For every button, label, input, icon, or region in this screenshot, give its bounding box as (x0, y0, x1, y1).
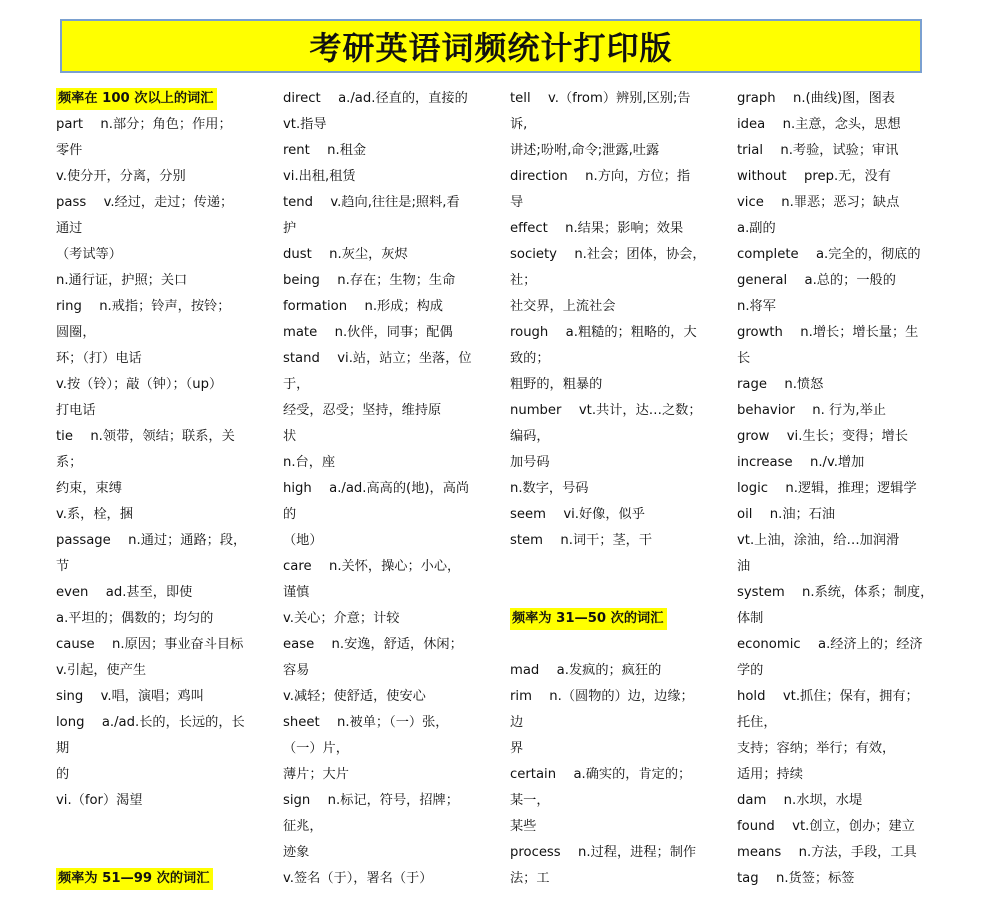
vocab-line: 的 (56, 767, 70, 782)
vocab-line: stand vi.站，站立；坐落，位 (283, 351, 472, 366)
vocab-line: passage n.通过；通路；段， (56, 533, 247, 548)
vocab-line: 薄片；大片 (283, 767, 349, 782)
vocab-line: 油 (737, 559, 751, 574)
vocab-line: 通过 (56, 221, 83, 236)
blank-line (56, 814, 256, 840)
vocab-line: direct a./ad.径直的，直接的 (283, 91, 468, 106)
vocab-line: vi.出租,租赁 (283, 169, 356, 184)
vocab-line: effect n.结果；影响；效果 (510, 221, 684, 236)
vocab-line: number vt.共计，达…之数； (510, 403, 702, 418)
vocab-line: grow vi.生长；变得；增长 (737, 429, 908, 444)
vocab-line: direction n.方向，方位；指 (510, 169, 691, 184)
vocab-line: rough a.粗糙的；粗略的，大 (510, 325, 697, 340)
vocab-line: 法；工 (510, 871, 550, 886)
vocab-column-1 (56, 86, 256, 892)
vocab-line: seem vi.好像，似乎 (510, 507, 645, 522)
vocab-line: v.系，栓，捆 (56, 507, 133, 522)
vocab-line: dust n.灰尘，灰烬 (283, 247, 408, 262)
vocab-line: n.将军 (737, 299, 776, 314)
vocab-line: 支持；容纳；举行；有效， (737, 741, 896, 756)
vocab-line: process n.过程，进程；制作 (510, 845, 697, 860)
title-banner (60, 19, 922, 73)
vocab-line: economic a.经济上的；经济 (737, 637, 923, 652)
blank-line (510, 632, 710, 658)
vocab-line: 社； (510, 273, 537, 288)
vocab-line: a.平坦的；偶数的；均匀的 (56, 611, 214, 626)
blank-line (510, 554, 710, 580)
frequency-heading (56, 866, 256, 892)
vocab-line: sing v.唱，演唱；鸡叫 (56, 689, 204, 704)
vocab-line: part n.部分；角色；作用； (56, 117, 232, 132)
frequency-heading-label: 频率为 51—99 次的词汇 (56, 868, 213, 890)
vocab-line: trial n.考验，试验；审讯 (737, 143, 899, 158)
vocab-line: 体制 (737, 611, 764, 626)
blank-line (510, 580, 710, 606)
vocab-line: pass v.经过，走过；传递； (56, 195, 234, 210)
vocab-line: tie n.领带，领结；联系，关 (56, 429, 235, 444)
vocab-line: dam n.水坝，水堤 (737, 793, 863, 808)
vocab-line: cause n.原因；事业奋斗目标 (56, 637, 244, 652)
vocab-line: 于， (283, 377, 310, 392)
vocab-line: ease n.安逸，舒适，休闲； (283, 637, 463, 652)
vocab-line: 环；（打）电话 (56, 351, 142, 366)
page-title: 考研英语词频统计打印版 (309, 29, 673, 67)
vocab-line: （地） (283, 533, 323, 548)
vocab-line: behavior n. 行为,举止 (737, 403, 886, 418)
frequency-heading (510, 606, 710, 632)
vocab-line: 某些 (510, 819, 537, 834)
vocab-line: 界 (510, 741, 524, 756)
frequency-heading (56, 86, 256, 112)
vocab-line: tend v.趋向,往往是;照料,看 (283, 195, 460, 210)
vocab-line: 致的； (510, 351, 550, 366)
vocab-line: 圆圈， (56, 325, 96, 340)
vocab-line: 期 (56, 741, 70, 756)
vocab-line: graph n.(曲线)图，图表 (737, 91, 895, 106)
vocab-line: 节 (56, 559, 70, 574)
vocab-line: 加号码 (510, 455, 550, 470)
vocab-line: n.台，座 (283, 455, 336, 470)
vocab-line: society n.社会；团体，协会， (510, 247, 706, 262)
vocab-line: vt.上油，涂油，给…加润滑 (737, 533, 900, 548)
vocab-line: v.减轻；使舒适，使安心 (283, 689, 426, 704)
vocab-line: 编码， (510, 429, 550, 444)
vocab-line: v.按（铃）；敲（钟）；（up） (56, 377, 223, 392)
frequency-heading-label: 频率在 100 次以上的词汇 (56, 88, 217, 110)
vocab-line: 约束，束缚 (56, 481, 122, 496)
vocab-line: 经受，忍受；坚持，维持原 (283, 403, 442, 418)
vocab-line: tell v.（from）辨别,区别;告 (510, 91, 691, 106)
vocab-line: tag n.货签；标签 (737, 871, 855, 886)
vocab-line: 适用；持续 (737, 767, 803, 782)
vocab-line: certain a.确实的，肯定的； (510, 767, 692, 782)
vocab-column-4 (737, 86, 937, 892)
vocab-line: vice n.罪恶；恶习；缺点 (737, 195, 900, 210)
vocab-line: （考试等） (56, 247, 122, 262)
vocab-line: v.引起，使产生 (56, 663, 147, 678)
vocab-line: formation n.形成；构成 (283, 299, 443, 314)
vocab-line: 边 (510, 715, 524, 730)
vocab-line: idea n.主意，念头，思想 (737, 117, 901, 132)
vocab-column-2 (283, 86, 483, 892)
vocab-line: sheet n.被单；（一）张， (283, 715, 449, 730)
vocab-line: general a.总的；一般的 (737, 273, 896, 288)
vocab-line: 谨慎 (283, 585, 310, 600)
vocab-line: vt.指导 (283, 117, 327, 132)
vocab-line: being n.存在；生物；生命 (283, 273, 456, 288)
vocab-line: oil n.油；石油 (737, 507, 836, 522)
vocab-line: v.签名（于），署名（于） (283, 871, 433, 886)
vocab-line: 的 (283, 507, 297, 522)
vocab-line: 学的 (737, 663, 764, 678)
vocab-line: found vt.创立，创办；建立 (737, 819, 915, 834)
vocab-line: 托住， (737, 715, 777, 730)
vocab-line: 导 (510, 195, 524, 210)
vocab-line: 状 (283, 429, 297, 444)
vocab-line: growth n.增长；增长量；生 (737, 325, 919, 340)
vocab-line: 迹象 (283, 845, 310, 860)
vocab-line: 粗野的，粗暴的 (510, 377, 603, 392)
vocab-line: complete a.完全的，彻底的 (737, 247, 921, 262)
vocab-line: system n.系统，体系；制度， (737, 585, 934, 600)
vocab-line: mate n.伙伴，同事；配偶 (283, 325, 453, 340)
vocab-line: n.数字，号码 (510, 481, 589, 496)
vocab-line: 某一， (510, 793, 550, 808)
vocab-column-3 (510, 86, 710, 892)
vocab-line: n.通行证，护照；关口 (56, 273, 188, 288)
vocab-line: means n.方法，手段，工具 (737, 845, 917, 860)
vocab-line: hold vt.抓住；保有，拥有； (737, 689, 919, 704)
vocab-line: （一）片， (283, 741, 349, 756)
vocab-line: 长 (737, 351, 751, 366)
vocab-line: 诉, (510, 117, 528, 132)
vocab-line: vi.（for）渴望 (56, 793, 143, 808)
vocab-line: rim n.（圆物的）边，边缘； (510, 689, 694, 704)
vocab-line: rage n.愤怒 (737, 377, 824, 392)
vocab-line: 系； (56, 455, 83, 470)
blank-line (56, 840, 256, 866)
vocab-line: high a./ad.高高的(地)，高尚 (283, 481, 470, 496)
vocab-line: 讲述;吩咐,命令;泄露,吐露 (510, 143, 660, 158)
vocab-line: v.使分开，分离，分别 (56, 169, 186, 184)
frequency-heading-label: 频率为 31—50 次的词汇 (510, 608, 667, 630)
vocab-line: stem n.词干；茎，干 (510, 533, 653, 548)
vocab-line: 征兆， (283, 819, 323, 834)
vocab-line: a.副的 (737, 221, 776, 236)
vocab-line: 社交界，上流社会 (510, 299, 616, 314)
vocab-line: 护 (283, 221, 297, 236)
vocab-line: even ad.甚至，即使 (56, 585, 193, 600)
vocab-line: care n.关怀，操心；小心， (283, 559, 461, 574)
vocab-line: long a./ad.长的，长远的，长 (56, 715, 245, 730)
vocab-line: 容易 (283, 663, 310, 678)
vocab-line: increase n./v.增加 (737, 455, 865, 470)
vocab-line: without prep.无，没有 (737, 169, 891, 184)
vocab-line: rent n.租金 (283, 143, 367, 158)
vocab-line: ring n.戒指；铃声，按铃； (56, 299, 231, 314)
vocab-line: 零件 (56, 143, 83, 158)
vocab-line: logic n.逻辑，推理；逻辑学 (737, 481, 917, 496)
vocab-line: v.关心；介意；计较 (283, 611, 400, 626)
vocab-line: sign n.标记，符号，招牌； (283, 793, 459, 808)
vocab-line: 打电话 (56, 403, 96, 418)
vocab-line: mad a.发疯的；疯狂的 (510, 663, 662, 678)
